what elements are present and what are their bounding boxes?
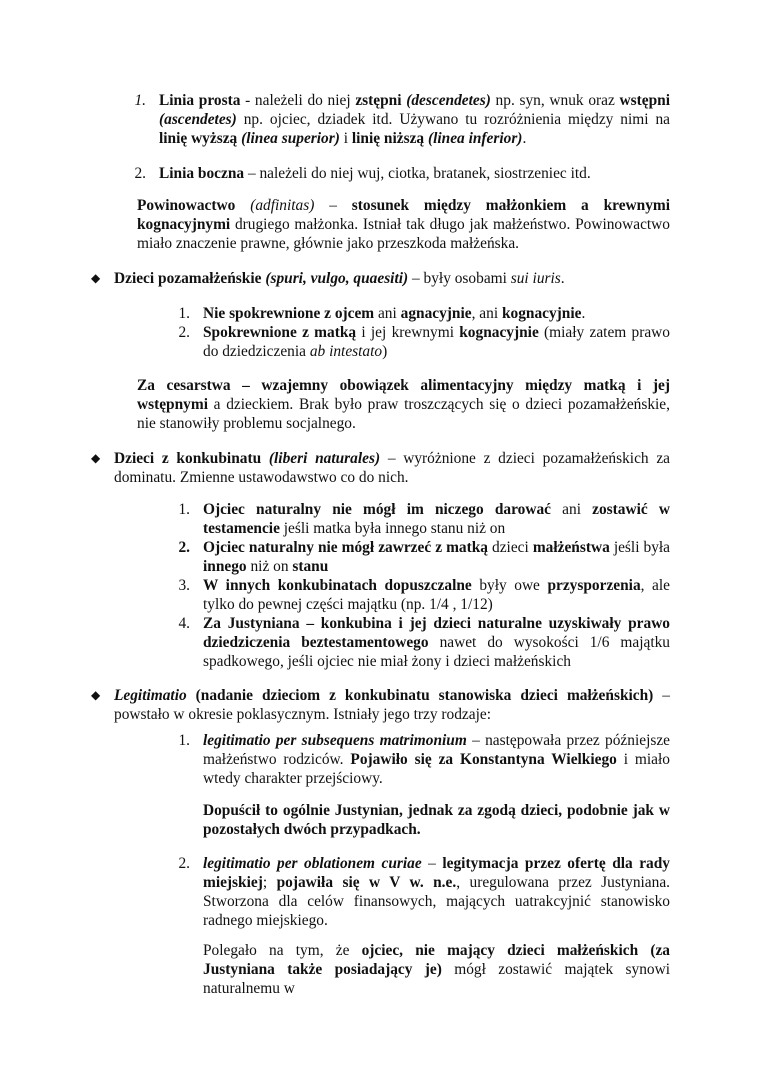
list-number: 2.	[178, 855, 190, 872]
paragraph-powinowactwo: Powinowactwo (adfinitas) – stosunek między małżonkiem a krewnymi kognacyjnymi drugiego małżonka. Istniał tak długo jak małżeństwo. Powinowactwo miało znaczenie prawne, głównie jako przeszkoda małżeńska.	[137, 197, 671, 252]
diamond-bullet-icon: ◆	[91, 271, 101, 285]
heading-dzieci-pozamalzenskie: Dzieci pozamałżeńskie (spuri, vulgo, quaesiti) – były osobami sui iuris.	[114, 270, 565, 287]
list-item: Spokrewnione z matką i jej krewnymi kognacyjnie (miały zatem prawo do dziedziczenia ab intestato)	[203, 324, 670, 360]
diamond-bullet-icon: ◆	[91, 688, 101, 702]
list-number: 1.	[178, 501, 190, 518]
list-number: 2.	[178, 539, 190, 556]
list-item: Nie spokrewnione z ojcem ani agnacyjnie, ani kognacyjnie.	[203, 305, 586, 322]
list-item-linia-prosta: Linia prosta - należeli do niej zstępni (descendetes) np. syn, wnuk oraz wstępni (ascendetes) np. ojciec, dziadek itd. Używano tu rozróżnienia między nimi na linię wyższą (linea superior) i linię niższą (linea inferior).	[159, 92, 670, 147]
heading-legitimatio: Legitimatio (nadanie dzieciom z konkubinatu stanowiska dzieci małżeńskich) – powstało w okresie poklasycznym. Istniały jego trzy rodzaje:	[114, 687, 670, 723]
list-item: legitimatio per subsequens matrimonium – następowała przez późniejsze małżeństwo rodziców. Pojawiło się za Konstantyna Wielkiego i miało wtedy charakter przejściowy.	[203, 732, 670, 787]
diamond-bullet-icon: ◆	[91, 451, 101, 465]
list-number: 3.	[178, 577, 190, 594]
paragraph-za-cesarstwa: Za cesarstwa – wzajemny obowiązek alimentacyjny między matką i jej wstępnymi a dzieckiem. Brak było praw troszczących się o dzieci pozamałżeńskie, nie stanowiły problemu socjalnego.	[137, 377, 670, 432]
list-item: Ojciec naturalny nie mógł zawrzeć z matką dzieci małżeństwa jeśli była innego niż on stanu	[203, 539, 671, 575]
list-number: 2.	[134, 165, 146, 182]
list-number: 1.	[178, 305, 190, 322]
list-number: 1.	[134, 92, 146, 109]
list-number: 4.	[178, 615, 190, 632]
heading-dzieci-z-konkubinatu: Dzieci z konkubinatu (liberi naturales) – wyróżnione z dzieci pozamałżeńskich za dominatu. Zmienne ustawodawstwo co do nich.	[114, 450, 670, 486]
list-item-paragraph: Polegało na tym, że ojciec, nie mający dzieci małżeńskich (za Justyniana także posiadający je) mógł zostawić majątek synowi naturalnemu w	[203, 942, 670, 997]
list-item-paragraph: Dopuścił to ogólnie Justynian, jednak za zgodą dzieci, podobnie jak w pozostałych dwóch przypadkach.	[203, 802, 670, 838]
list-item: Za Justyniana – konkubina i jej dzieci naturalne uzyskiwały prawo dziedziczenia beztestamentowego nawet do wysokości 1/6 majątku spadkowego, jeśli ojciec nie miał żony i dzieci małżeńskich	[203, 615, 670, 670]
list-item: legitimatio per oblationem curiae – legitymacja przez ofertę dla rady miejskiej; pojawiła się w V w. n.e., uregulowana przez Justyniana. Stworzona dla celów finansowych, mających uatrakcyjnić stanowisko radnego miejskiego.	[203, 855, 671, 929]
list-number: 2.	[178, 324, 190, 341]
list-number: 1.	[178, 732, 190, 749]
list-item-linia-boczna: Linia boczna – należeli do niej wuj, ciotka, bratanek, siostrzeniec itd.	[159, 165, 591, 182]
list-item: W innych konkubinatach dopuszczalne były owe przysporzenia, ale tylko do pewnej części majątku (np. 1/4 , 1/12)	[203, 577, 670, 613]
list-item: Ojciec naturalny nie mógł im niczego darować ani zostawić w testamencie jeśli matka była innego stanu niż on	[203, 501, 670, 537]
